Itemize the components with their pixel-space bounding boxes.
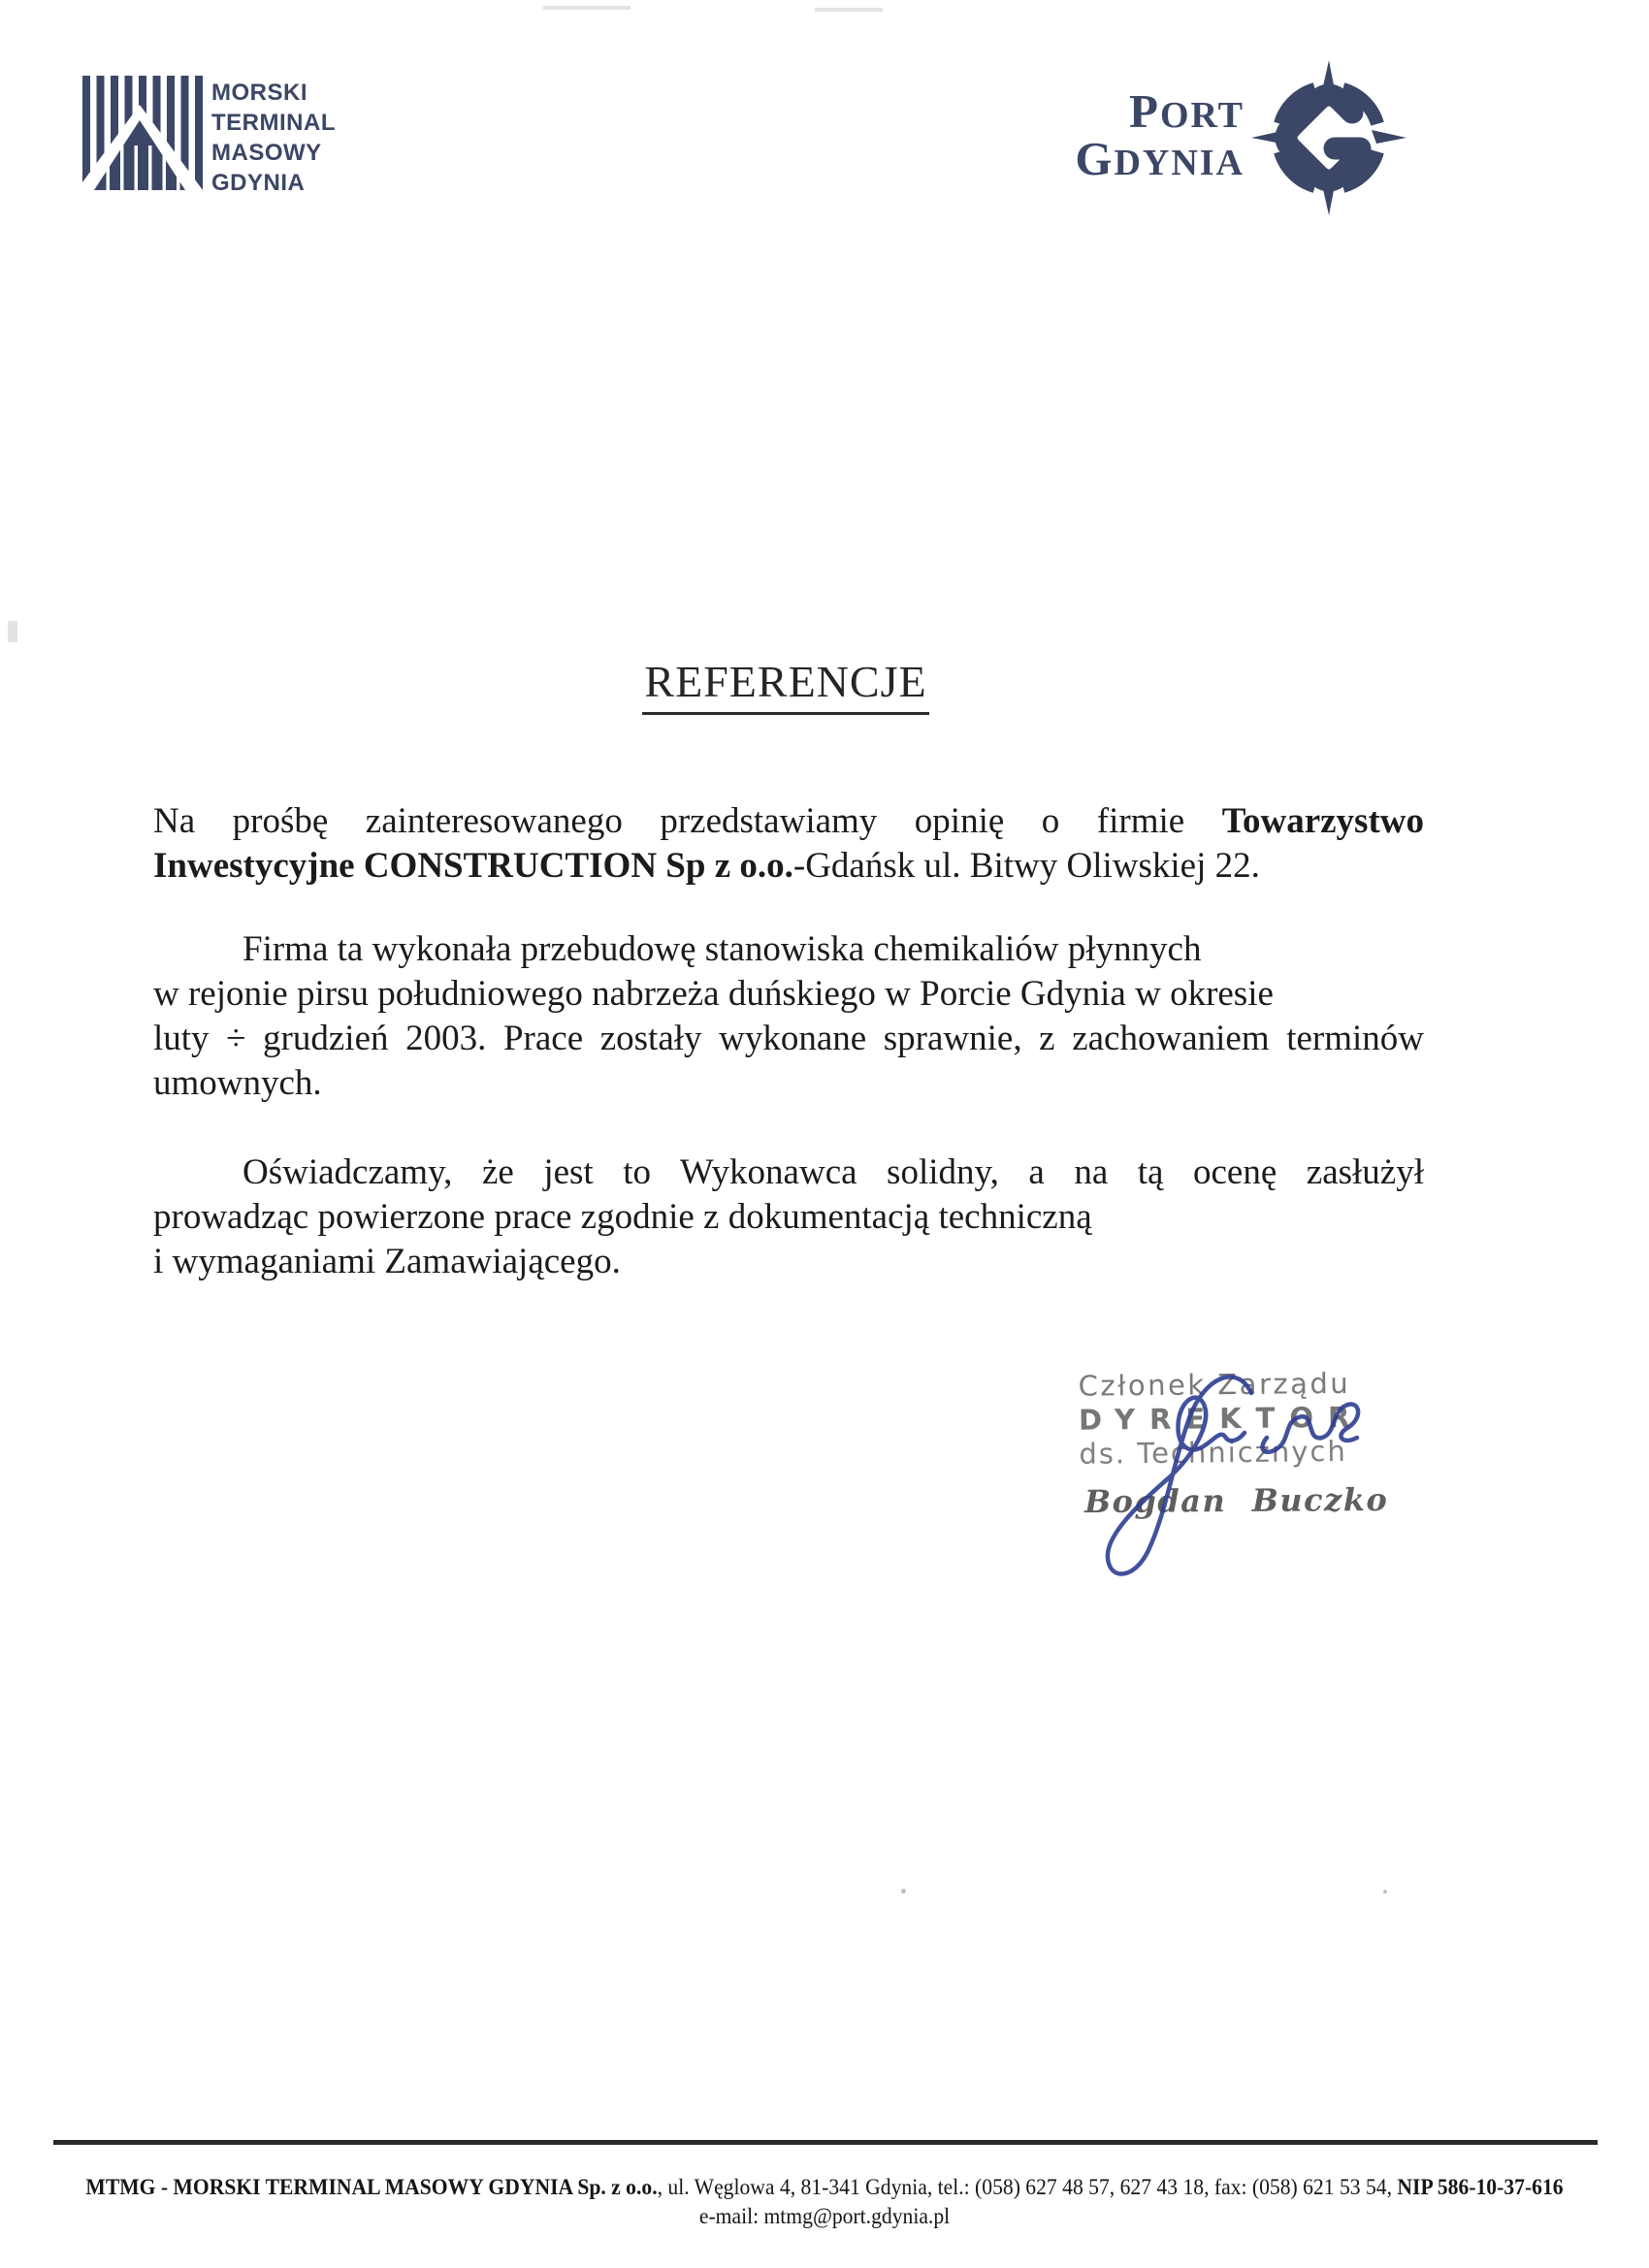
paragraph-1-line-2: Inwestycyjne CONSTRUCTION Sp z o.o.-Gdańsk ul. Bitwy Oliwskiej 22. xyxy=(153,846,1260,886)
gdynia-word: GDYNIA xyxy=(1075,132,1245,185)
mtmg-logo-text xyxy=(211,78,336,198)
paragraph-2-line-3: luty ÷ grudzień 2003. Prace zostały wykonane sprawnie, z zachowaniem terminów xyxy=(153,1019,1424,1058)
mtmg-logo-line: MORSKI xyxy=(211,80,307,106)
port-gdynia-compass-icon xyxy=(1251,60,1406,215)
paragraph-2-line-2: w rejonie pirsu południowego nabrzeża duńskiego w Porcie Gdynia w okresie xyxy=(153,974,1274,1014)
port-gdynia-logo-text xyxy=(922,84,1245,188)
document-title xyxy=(0,656,1571,707)
footer-divider xyxy=(53,2140,1598,2145)
scan-speck xyxy=(1383,1890,1387,1894)
paragraph-2-line-1: Firma ta wykonała przebudowę stanowiska chemikaliów płynnych xyxy=(242,929,1202,969)
scan-speck xyxy=(901,1889,906,1894)
footer xyxy=(66,2173,1583,2231)
paragraph-2 xyxy=(153,927,1424,1106)
stamp-name: Bogdan Buczko xyxy=(1083,1480,1389,1521)
scan-smudge xyxy=(815,8,883,12)
scan-smudge xyxy=(8,621,17,642)
document-title-text: REFERENCJE xyxy=(642,657,928,715)
paragraph-3-line-3: i wymaganiami Zamawiającego. xyxy=(153,1242,621,1281)
stamp-role-line: Członek Zarządu xyxy=(1078,1366,1351,1403)
handwritten-signature xyxy=(1084,1356,1375,1608)
port-word: PORT xyxy=(1129,84,1245,138)
stamp-dept-line: ds. Technicznych xyxy=(1079,1434,1347,1471)
mtmg-logo-line: GDYNIA xyxy=(211,170,306,196)
footer-email-line: e-mail: mtmg@port.gdynia.pl xyxy=(698,2204,951,2229)
paragraph-3-line-1: Oświadczamy, że jest to Wykonawca solidny, a na tą ocenę zasłużył xyxy=(242,1152,1424,1192)
stamp-title-line: DYREKTOR xyxy=(1078,1400,1365,1437)
mtmg-logo-icon xyxy=(82,76,203,190)
paragraph-3 xyxy=(153,1150,1424,1284)
paragraph-2-line-4: umownych. xyxy=(153,1063,322,1103)
mtmg-logo-line: MASOWY xyxy=(211,140,322,166)
scan-smudge xyxy=(543,6,630,10)
paragraph-1 xyxy=(153,799,1424,889)
footer-address-line: MTMG - MORSKI TERMINAL MASOWY GDYNIA Sp. z o.o., ul. Węglowa 4, 81-341 Gdynia, tel.: (058) 627 48 57, 627 43 18, fax: (058) 621 53 54, NIP 586-10-37-616 xyxy=(85,2175,1564,2200)
paragraph-1-line-1: Na prośbę zainteresowanego przedstawiamy opinię o firmie Towarzystwo xyxy=(153,801,1424,841)
mtmg-logo-line: TERMINAL xyxy=(211,110,336,136)
paragraph-3-line-2: prowadząc powierzone prace zgodnie z dokumentacją techniczną xyxy=(153,1197,1092,1237)
